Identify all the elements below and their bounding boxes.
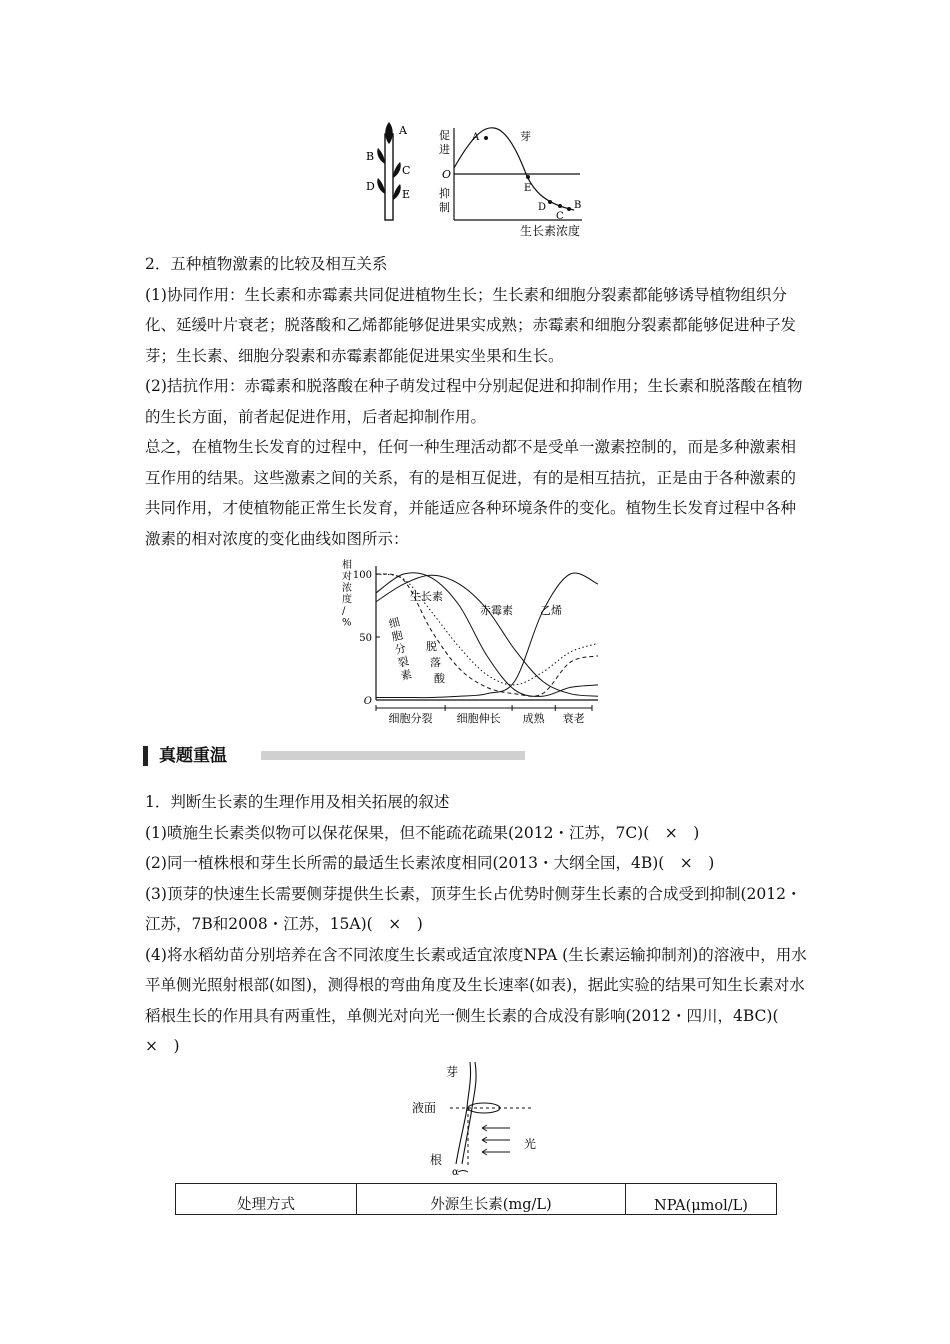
q1-item-1: (1)喷施生长素类似物可以保花保果，但不能疏花疏果(2012・江苏，7C)( × ) <box>145 823 700 842</box>
seedling-right-edge <box>462 1062 476 1164</box>
fig3-bud: 芽 <box>446 1065 459 1079</box>
table-header-method: 处理方式 <box>176 1184 357 1215</box>
q1-heading: 1．判断生长素的生理作用及相关拓展的叙述 <box>145 793 450 811</box>
results-table <box>175 1183 777 1215</box>
section2-summary: 总之，在植物生长发育的过程中，任何一种生理活动都不是受单一激素控制的，而是多种激素相互作用的结果。这些激素之间的关系，有的是相互促进，有的是相互拮抗，正是由于各种激素的共同作用，才使植物能正常生长发育，并能适应各种环境条件的变化。植物生长发育过程中各种激素的相对浓度的变化曲线如图所示： <box>145 438 797 548</box>
chart-label-aba-char: 酸 <box>434 672 445 685</box>
chart-label-cytokinin-char: 素 <box>399 667 414 683</box>
chart-label-aba-char: 脱 <box>426 640 437 653</box>
graph-x-label: 生长素浓度 <box>520 224 581 238</box>
plant-stem <box>385 134 393 220</box>
plant-label-e: E <box>402 188 411 201</box>
seed <box>468 1103 500 1113</box>
chart-label-cytokinin-char: 裂 <box>396 654 411 670</box>
point-a <box>484 136 488 140</box>
light-arrows <box>482 1125 510 1155</box>
graph-point-c: C <box>556 211 564 222</box>
section2-synergy: (1)协同作用：生长素和赤霉素共同促进植物生长；生长素和细胞分裂素都能够诱导植物组织分化、延缓叶片衰老；脱落酸和乙烯都能够促进果实成熟；赤霉素和细胞分裂素都能够促进种子发芽；生长素、细胞分裂素和赤霉素都能促进果实坐果和生长。 <box>145 285 797 365</box>
point-b <box>567 207 571 211</box>
chart-y-label-char: / <box>342 606 346 617</box>
chart-y-label-char: 度 <box>342 594 352 606</box>
graph-point-e: E <box>524 183 532 194</box>
graph-y-lower-2: 制 <box>439 201 450 214</box>
chart-stage-label: 成熟 <box>522 712 545 725</box>
point-e <box>526 175 530 179</box>
chart-y-tick-label: 100 <box>352 570 372 581</box>
graph-y-lower-1: 抑 <box>439 187 450 200</box>
lateral-bud-b <box>377 148 385 164</box>
lateral-bud-c <box>393 162 401 178</box>
section-title: 真题重温 <box>159 746 227 766</box>
section-header-review <box>143 742 525 770</box>
plant-label-a: A <box>399 124 407 137</box>
seedling-left-edge <box>456 1062 471 1164</box>
graph-curve-label: 芽 <box>520 130 531 143</box>
table-header-npa: NPA(μmol/L) <box>626 1184 777 1215</box>
chart-label-ethylene: 乙烯 <box>540 604 562 617</box>
plant-label-d: D <box>366 180 375 193</box>
graph-point-d: D <box>538 202 547 213</box>
plant-label-b: B <box>366 150 375 163</box>
section2-antagonism: (2)拮抗作用：赤霉素和脱落酸在种子萌发过程中分别起促进和抑制作用；生长素和脱落酸在植物的生长方面，前者起促进作用，后者起抑制作用。 <box>145 377 803 426</box>
chart-stage-label: 细胞伸长 <box>456 712 501 725</box>
graph-point-a: A <box>472 132 480 143</box>
section2-heading: 2．五种植物激素的比较及相互关系 <box>145 255 388 273</box>
hormone-chart <box>336 558 606 730</box>
graph-y-upper-1: 促 <box>439 129 450 142</box>
figure-bud-auxin <box>360 118 600 242</box>
chart-y-tick-label: 50 <box>359 633 372 644</box>
section-marker <box>143 746 148 766</box>
chart-label-aba-char: 落 <box>430 656 441 669</box>
chart-stage-label: 衰老 <box>562 712 585 725</box>
q1-item-3: (3)顶芽的快速生长需要侧芽提供生长素，顶芽生长占优势时侧芽生长素的合成受到抑制(2012・江苏，7B和2008・江苏，15A)( × ) <box>145 884 802 933</box>
q1-item-4: (4)将水稻幼苗分别培养在含不同浓度生长素或适宜浓度NPA (生长素运输抑制剂)的溶液中，用水平单侧光照射根部(如图)，测得根的弯曲角度及生长速率(如表)，据此实验的结果可知生长素对水稻根生长的作用具有两重性，单侧光对向光一侧生长素的合成没有影响(2012・四川，4BC)( × ) <box>145 945 807 1055</box>
fig3-root: 根 <box>430 1153 443 1167</box>
chart-y-label-char: 对 <box>342 571 352 583</box>
point-d <box>548 200 552 204</box>
chart-y-label-char: 相 <box>342 560 352 571</box>
plant-label-c: C <box>402 164 411 177</box>
fig3-liquid: 液面 <box>412 1101 437 1115</box>
lateral-bud-e <box>393 184 401 200</box>
fig3-light: 光 <box>524 1137 537 1151</box>
chart-stage-label: 细胞分裂 <box>388 712 433 725</box>
table-header-row <box>176 1184 777 1215</box>
fig3-angle: α <box>452 1167 459 1176</box>
chart-label-cytokinin-char: 分 <box>393 641 408 657</box>
graph-y-upper-2: 进 <box>439 143 450 156</box>
review-body <box>145 787 810 1062</box>
figure-root-light <box>412 1060 562 1176</box>
chart-label-cytokinin-char: 细 <box>387 615 402 631</box>
chart-label-auxin: 生长素 <box>410 590 443 603</box>
chart-y-label-char: % <box>342 617 352 629</box>
graph-point-b: B <box>574 200 582 211</box>
chart-label-cytokinin-char: 胞 <box>390 628 405 644</box>
graph-origin: O <box>442 168 452 181</box>
chart-y-tick-label: O <box>363 696 372 707</box>
chart-label-gibberellin: 赤霉素 <box>480 604 513 617</box>
q1-item-2: (2)同一植株根和芽生长所需的最适生长素浓度相同(2013・大纲全国，4B)( × ) <box>145 854 715 872</box>
angle-arc <box>458 1171 468 1173</box>
point-c <box>558 204 562 208</box>
section2-body <box>145 249 810 554</box>
table-header-auxin: 外源生长素(mg/L) <box>357 1184 626 1215</box>
section-rule <box>261 751 525 760</box>
chart-y-label-char: 浓 <box>342 583 352 594</box>
lateral-bud-d <box>377 178 385 194</box>
